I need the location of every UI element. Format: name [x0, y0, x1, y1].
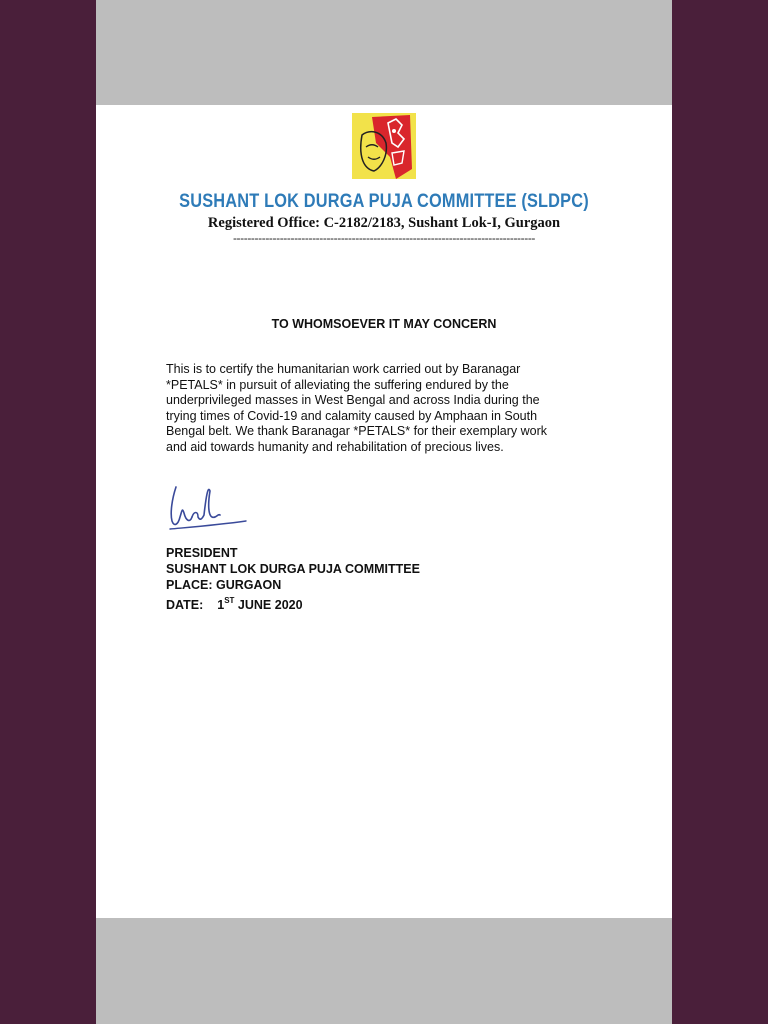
- durga-face-logo-icon: [352, 113, 416, 179]
- body-line: Bengal belt. We thank Baranagar *PETALS* for their exemplary work: [166, 424, 547, 439]
- letter-body: [166, 362, 596, 456]
- body-line: and aid towards humanity and rehabilitation of precious lives.: [166, 439, 504, 454]
- signature-icon: [162, 477, 252, 537]
- signoff-place: PLACE: GURGAON: [166, 578, 282, 592]
- date-day: 1: [217, 598, 225, 612]
- signoff-organization: SUSHANT LOK DURGA PUJA COMMITTEE: [166, 562, 420, 576]
- body-line: underprivileged masses in West Bengal and across India during the: [166, 393, 540, 408]
- body-line: *PETALS* in pursuit of alleviating the suffering endured by the: [166, 377, 509, 392]
- date-label: DATE:: [166, 598, 204, 612]
- certificate-page: [96, 105, 672, 918]
- letter-heading: TO WHOMSOEVER IT MAY CONCERN: [271, 317, 497, 331]
- signoff-date: [166, 593, 420, 613]
- date-rest: JUNE 2020: [234, 598, 303, 612]
- body-line: This is to certify the humanitarian work carried out by Baranagar: [166, 362, 521, 376]
- signoff-title: PRESIDENT: [166, 546, 238, 560]
- organization-title: SUSHANT LOK DURGA PUJA COMMITTEE (SLDPC): [179, 191, 589, 212]
- document-viewer: [96, 0, 672, 1024]
- letterhead-divider: ------------------------------------------------------------------------------------: [232, 231, 536, 245]
- body-line: trying times of Covid-19 and calamity caused by Amphaan in South: [166, 408, 538, 423]
- registered-office-address: Registered Office: C-2182/2183, Sushant Lok-I, Gurgaon: [207, 215, 561, 231]
- date-suffix: ST: [224, 596, 235, 605]
- signoff-block: [166, 545, 420, 613]
